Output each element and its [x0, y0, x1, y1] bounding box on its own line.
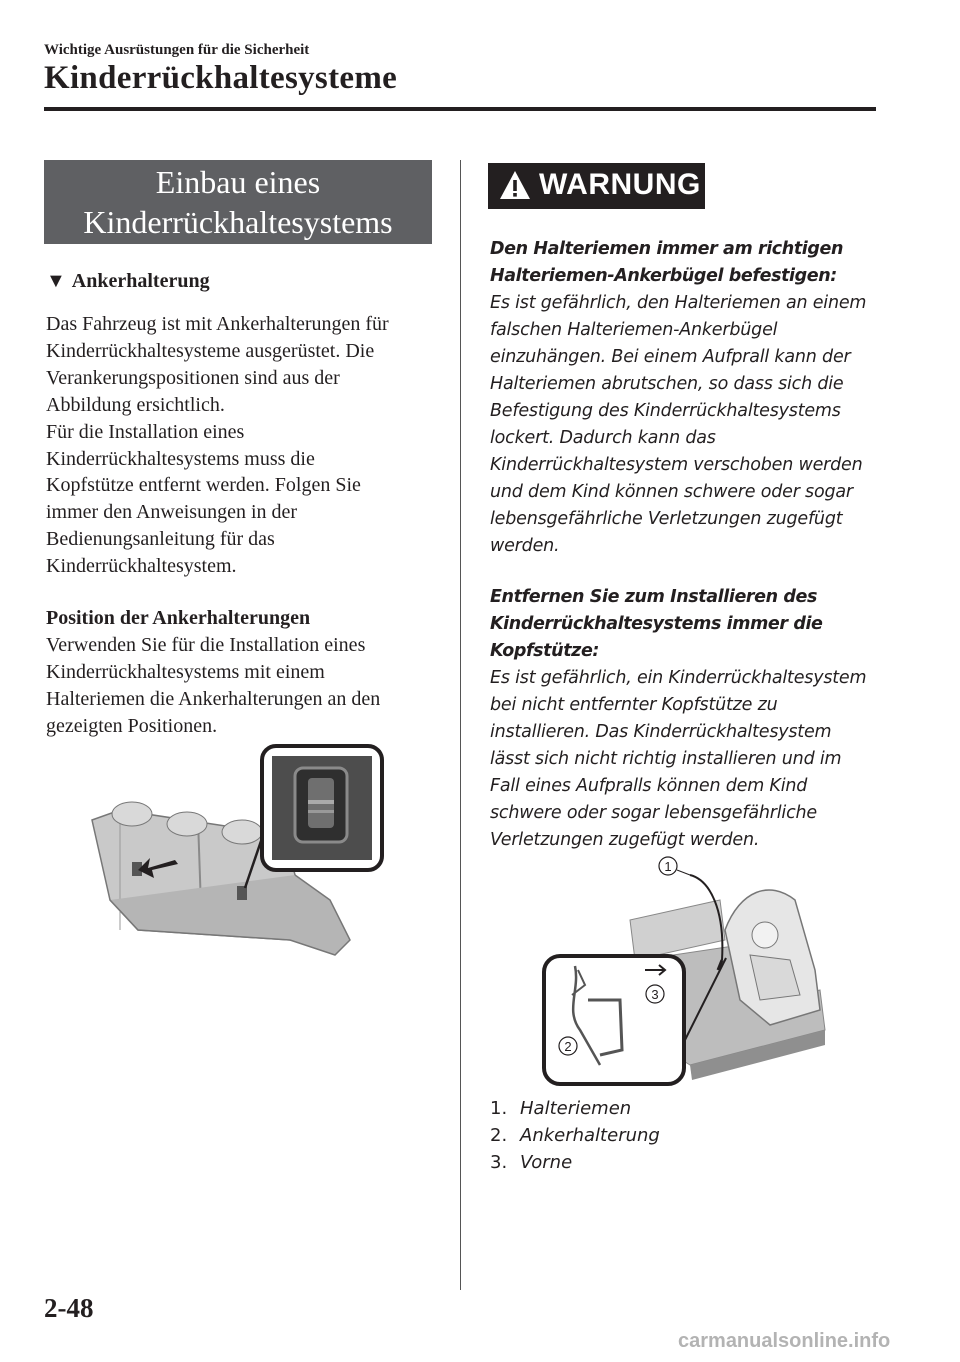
- warning-text-line: einzuhängen. Bei einem Aufprall kann der: [490, 347, 851, 367]
- legend-item: [490, 1149, 660, 1176]
- paragraph-position: [46, 605, 441, 740]
- title-rule: [44, 107, 876, 111]
- legend-item: [490, 1122, 660, 1149]
- text-line: Kopfstütze entfernt werden. Folgen Sie: [46, 474, 361, 497]
- warning-label: WARNUNG: [539, 168, 701, 201]
- warning-triangle-icon: [498, 169, 532, 201]
- text-line: immer den Anweisungen in der: [46, 501, 298, 524]
- position-heading: Position der Ankerhalterungen: [46, 607, 311, 629]
- text-line: gezeigten Positionen.: [46, 714, 218, 737]
- legend-label: Ankerhalterung: [520, 1125, 660, 1146]
- warning-block-1: [490, 236, 885, 560]
- text-line: Das Fahrzeug ist mit Ankerhalterungen für: [46, 313, 389, 335]
- warning-text-line: Es ist gefährlich, ein Kinderrückhaltesystem: [490, 668, 867, 688]
- paragraph-ankerhalterung: [46, 311, 441, 580]
- warning-heading-line: Halteriemen-Ankerbügel befestigen:: [490, 266, 837, 286]
- figure-legend: [490, 1095, 660, 1176]
- warning-text-line: Fall eines Aufpralls können dem Kind: [490, 776, 808, 796]
- warning-text-line: Kinderrückhaltesystem verschoben werden: [490, 455, 863, 475]
- warning-banner: [488, 163, 705, 209]
- warning-text-line: bei nicht entfernter Kopfstütze zu: [490, 695, 778, 715]
- warning-heading-line: Kinderrückhaltesystems immer die: [490, 614, 823, 634]
- tether-installation-illustration: [540, 850, 830, 1090]
- warning-text-line: Verletzungen zugefügt werden.: [490, 830, 760, 850]
- legend-label: Halteriemen: [520, 1098, 632, 1119]
- text-line: Für die Installation eines: [46, 420, 245, 443]
- warning-text-line: und dem Kind können schwere oder sogar: [490, 482, 853, 502]
- legend-number: 3.: [490, 1152, 508, 1173]
- callout-2-label: 2: [564, 1039, 572, 1054]
- legend-number: 2.: [490, 1125, 508, 1146]
- warning-text-line: installieren. Das Kinderrückhaltesystem: [490, 722, 832, 742]
- text-line: Halteriemen die Ankerhalterungen an den: [46, 687, 381, 710]
- section-title-line-1: Einbau eines: [155, 164, 321, 200]
- warning-text-line: werden.: [490, 536, 560, 556]
- warning-block-2: [490, 584, 885, 854]
- watermark-url[interactable]: carmanualsonline.info: [678, 1330, 891, 1352]
- text-line: Verankerungspositionen sind aus der: [46, 366, 340, 389]
- warning-text-line: lockert. Dadurch kann das: [490, 428, 716, 448]
- text-line: Bedienungsanleitung für das: [46, 528, 275, 551]
- column-divider: [460, 160, 461, 1290]
- warning-text-line: falschen Halteriemen-Ankerbügel: [490, 320, 778, 340]
- text-line: Kinderrückhaltesystems mit einem: [46, 660, 325, 683]
- warning-heading-line: Den Halteriemen immer am richtigen: [490, 239, 844, 259]
- text-line: Verwenden Sie für die Installation eines: [46, 633, 366, 656]
- subsection-heading-text: Ankerhalterung: [71, 270, 210, 292]
- section-title-box: [44, 160, 432, 244]
- warning-heading-line: Kopfstütze:: [490, 641, 600, 661]
- triangle-marker-icon: ▼: [46, 270, 66, 292]
- callout-1-label: 1: [664, 859, 672, 874]
- text-line: Abbildung ersichtlich.: [46, 393, 225, 416]
- warning-text-line: lässt sich nicht richtig installieren und im: [490, 749, 842, 769]
- page-number: 2-48: [44, 1293, 94, 1323]
- section-title-line-2: Kinderrückhaltesystems: [83, 204, 393, 240]
- warning-text-line: Es ist gefährlich, den Halteriemen an einem: [490, 293, 867, 313]
- warning-text-line: schwere oder sogar lebensgefährliche: [490, 803, 817, 823]
- breadcrumb: Wichtige Ausrüstungen für die Sicherheit: [44, 42, 310, 58]
- page-title: Kinderrückhaltesysteme: [44, 60, 398, 96]
- text-line: Kinderrückhaltesysteme ausgerüstet. Die: [46, 339, 375, 362]
- seat-anchor-illustration: [80, 740, 390, 970]
- warning-text-line: Befestigung des Kinderrückhaltesystems: [490, 401, 841, 421]
- legend-number: 1.: [490, 1098, 508, 1119]
- legend-item: [490, 1095, 660, 1122]
- warning-text-line: Halteriemen abrutschen, so dass sich die: [490, 374, 844, 394]
- subsection-heading: [46, 270, 210, 293]
- legend-label: Vorne: [520, 1152, 573, 1173]
- text-line: Kinderrückhaltesystems muss die: [46, 447, 315, 470]
- callout-3-label: 3: [651, 987, 659, 1002]
- text-line: Kinderrückhaltesystem.: [46, 555, 237, 578]
- warning-heading-line: Entfernen Sie zum Installieren des: [490, 587, 817, 607]
- warning-text-line: lebensgefährliche Verletzungen zugefügt: [490, 509, 843, 529]
